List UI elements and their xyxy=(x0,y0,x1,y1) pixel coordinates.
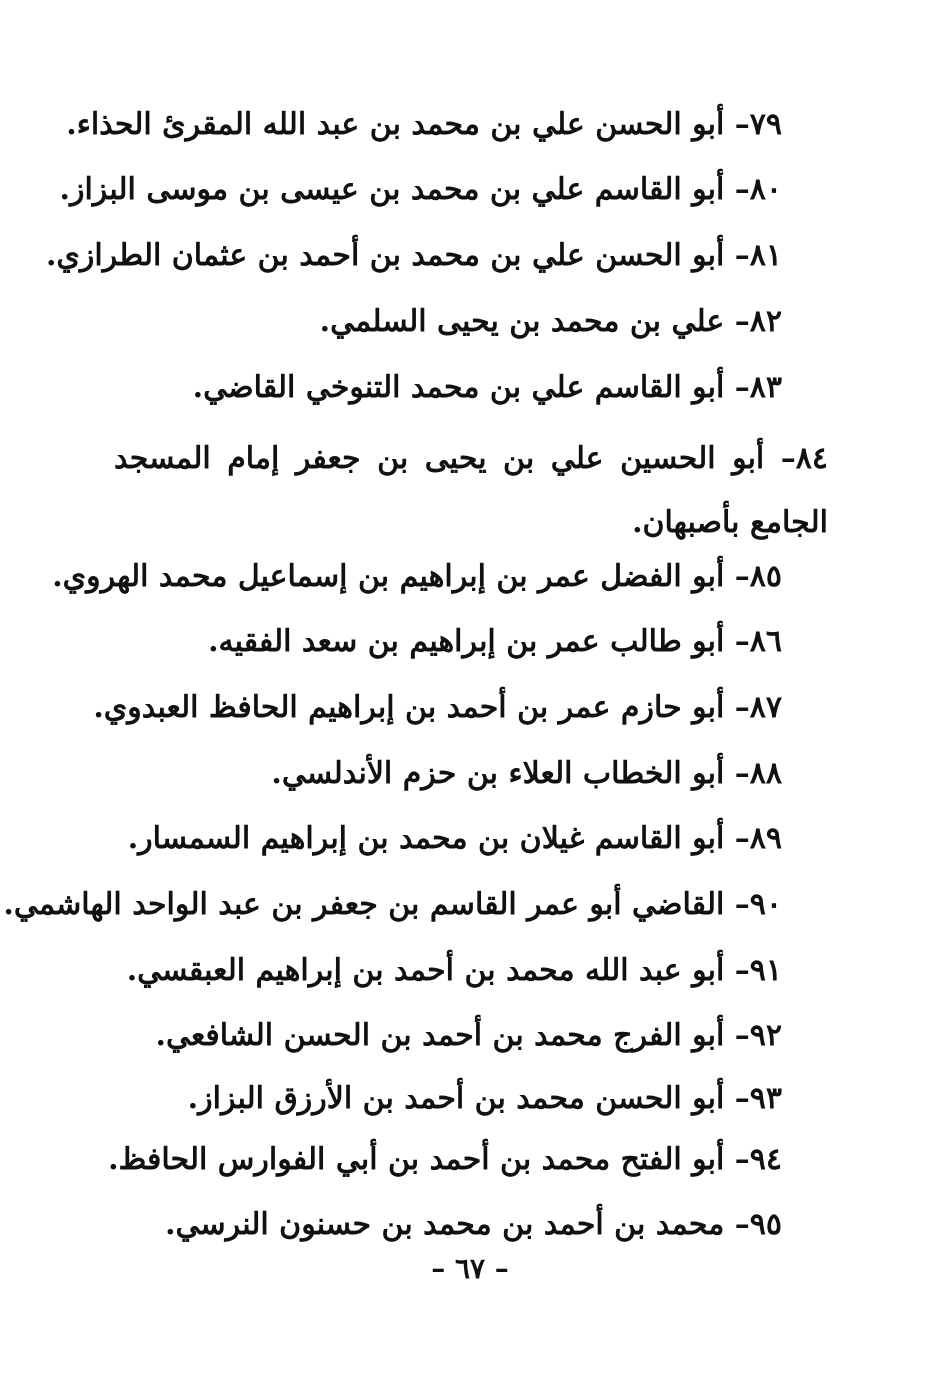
entry-number: ٨٣ xyxy=(749,370,782,405)
entry-number: ٨٧ xyxy=(749,690,782,725)
entry-text: – أبو طالب عمر بن إبراهيم بن سعد الفقيه. xyxy=(208,624,750,659)
entry-number: ٧٩ xyxy=(749,107,782,142)
entry-number: ٩٤ xyxy=(749,1142,782,1177)
entry-number: ٩١ xyxy=(749,953,782,988)
list-item xyxy=(60,171,782,209)
list-item xyxy=(208,623,782,661)
list-item xyxy=(93,689,782,727)
entry-number: ٩٣ xyxy=(749,1081,782,1116)
entry-number: ٨٤ xyxy=(795,441,828,476)
entry-number: ٩٢ xyxy=(749,1018,782,1053)
list-item xyxy=(127,952,782,990)
list-item xyxy=(320,303,782,341)
entry-text: – أبو الحسين علي بن يحيى بن جعفر إمام المسجد الجامع بأصبهان. xyxy=(114,441,828,540)
entry-number: ٨٥ xyxy=(749,559,782,594)
entry-number: ٩٥ xyxy=(749,1207,782,1242)
entry-number: ٨١ xyxy=(749,238,782,273)
entry-text: – أبو القاسم غيلان بن محمد بن إبراهيم السمسار. xyxy=(127,821,750,856)
entry-text: – علي بن محمد بن يحيى السلمي. xyxy=(319,304,750,339)
entry-text: – أبو القاسم علي بن محمد بن عيسى بن موسى البزاز. xyxy=(59,172,750,207)
list-item xyxy=(3,886,782,924)
entry-text: – أبو القاسم علي بن محمد التنوخي القاضي. xyxy=(192,370,750,405)
list-item xyxy=(46,237,782,275)
entry-text: – أبو الفتح محمد بن أحمد بن أبي الفوارس الحافظ. xyxy=(108,1142,750,1177)
list-item xyxy=(193,369,782,407)
list-item xyxy=(165,1206,782,1244)
entry-text: – أبو عبد الله محمد بن أحمد بن إبراهيم العبقسي. xyxy=(126,953,750,988)
list-item xyxy=(52,558,782,596)
entry-number: ٨٨ xyxy=(749,756,782,791)
entry-text: – أبو الحسن علي بن محمد بن عبد الله المقرئ الحذاء. xyxy=(66,107,750,142)
entry-text: – أبو الفرج محمد بن أحمد بن الحسن الشافعي. xyxy=(155,1018,750,1053)
entry-text: – محمد بن أحمد بن محمد بن حسنون النرسي. xyxy=(165,1207,750,1242)
list-item xyxy=(128,820,782,858)
list-item xyxy=(66,106,782,144)
list-item xyxy=(188,1080,782,1118)
entry-number: ٩٠ xyxy=(749,887,782,922)
entry-text: – أبو حازم عمر بن أحمد بن إبراهيم الحافظ العبدوي. xyxy=(93,690,750,725)
list-item xyxy=(108,1141,782,1179)
entry-number: ٨٦ xyxy=(749,624,782,659)
entry-text: – أبو الفضل عمر بن إبراهيم بن إسماعيل محمد الهروي. xyxy=(52,559,750,594)
list-item xyxy=(271,755,782,793)
entry-text: – أبو الحسن علي بن محمد بن أحمد بن عثمان الطرازي. xyxy=(45,238,750,273)
entry-text: – القاضي أبو عمر القاسم بن جعفر بن عبد الواحد الهاشمي. xyxy=(3,887,750,922)
page-number: – ٦٧ – xyxy=(431,1252,509,1285)
entry-number: ٨٠ xyxy=(749,172,782,207)
entry-number: ٨٩ xyxy=(749,821,782,856)
entry-text: – أبو الخطاب العلاء بن حزم الأندلسي. xyxy=(271,756,750,791)
entry-number: ٨٢ xyxy=(749,304,782,339)
entry-text: – أبو الحسن محمد بن أحمد بن الأرزق البزاز. xyxy=(187,1081,750,1116)
list-item xyxy=(156,1017,783,1055)
list-item xyxy=(114,427,828,555)
